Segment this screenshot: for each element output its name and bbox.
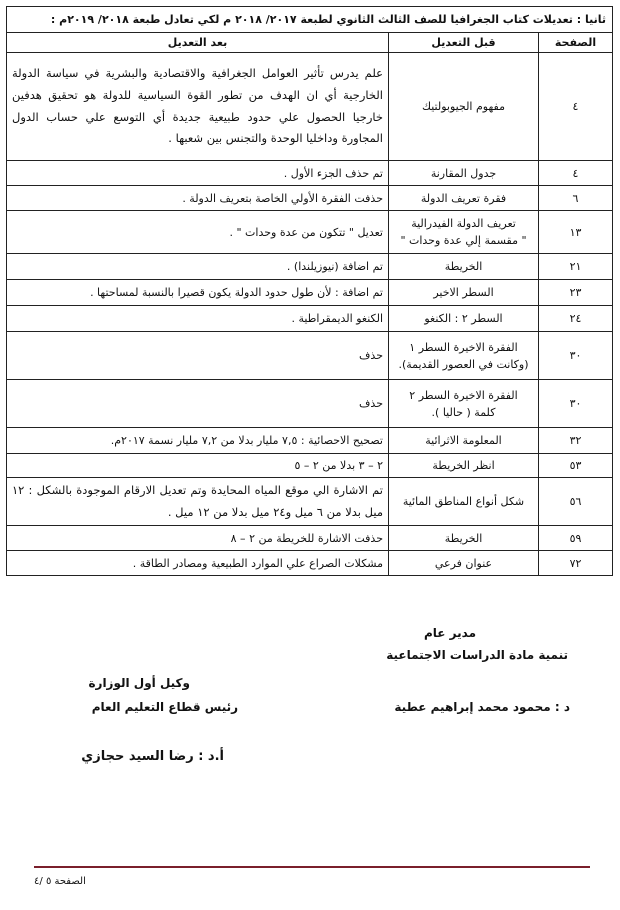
cell-page: ٦: [539, 186, 613, 211]
cell-before: [389, 380, 539, 428]
cell-page: ٣٠: [539, 332, 613, 380]
cell-after-line: علم يدرس تأثير العوامل الجغرافية والاقتصادية والبشرية في سياسة الدولة الخارجية أي ان الهدف من تطور القوة السياسية للدولة هو تحقيق هدفين خارجيا الحصول علي حدود طبيعية جديدة أي التوسع علي حساب الدول المجاورة وداخليا الوحدة والتجنس بين شعبها .: [12, 65, 383, 146]
cell-after: [7, 306, 389, 332]
cell-page: ٤: [539, 161, 613, 186]
table-row: [7, 306, 613, 332]
cell-before-line: الخريطة: [444, 260, 483, 274]
cell-after-line: ٢ – ٣ بدلا من ٢ – ٥: [294, 459, 383, 473]
table-row: [7, 161, 613, 186]
cell-before-line: " مقسمة إلي عدة وحدات ": [400, 234, 527, 248]
table-row: [7, 53, 613, 161]
cell-after-line: تصحيح الاحصائية : ٧,٥ مليار بدلا من ٧,٢ مليار نسمة ٢٠١٧م.: [110, 434, 383, 448]
deputy-title: وكيل أول الوزارة: [88, 676, 190, 690]
header-page: الصفحة: [539, 33, 613, 53]
table-row: [7, 428, 613, 454]
table-row: [7, 280, 613, 306]
cell-before-line: انظر الخريطة: [432, 459, 495, 473]
cell-before: [389, 211, 539, 254]
cell-before-line: شكل أنواع المناطق المائية: [402, 495, 525, 509]
cell-before: [389, 478, 539, 526]
cell-after: [7, 332, 389, 380]
director-role: تنمية مادة الدراسات الاجتماعية: [386, 648, 568, 662]
cell-page: ٢٣: [539, 280, 613, 306]
cell-after-line: حذف: [359, 349, 383, 363]
cell-before: [389, 280, 539, 306]
cell-before: [389, 53, 539, 161]
cell-before-line: الخريطة: [444, 531, 483, 545]
cell-before: [389, 428, 539, 454]
cell-page: ٢٤: [539, 306, 613, 332]
cell-after-line: حذفت الفقرة الأولي الخاصة بتعريف الدولة .: [182, 191, 383, 205]
table-row: [7, 478, 613, 526]
header-before: قبل التعديل: [389, 33, 539, 53]
edits-table: [6, 6, 613, 576]
cell-before: [389, 332, 539, 380]
footer-divider: [34, 866, 590, 868]
cell-after: [7, 53, 389, 161]
cell-before: [389, 454, 539, 478]
deputy-role: رئيس قطاع التعليم العام: [91, 700, 238, 714]
table-row: [7, 454, 613, 478]
cell-after: [7, 280, 389, 306]
cell-after-line: تعديل " تتكون من عدة وحدات " .: [229, 225, 383, 239]
cell-before-line: السطر ٢ : الكنغو: [424, 312, 503, 326]
cell-page: ٥٩: [539, 526, 613, 551]
cell-after-line: تم حذف الجزء الأول .: [283, 166, 383, 180]
cell-after-line: حذفت الاشارة للخريطة من ٢ – ٨: [230, 531, 383, 545]
cell-before-line: الفقرة الاخيرة السطر ٢: [409, 388, 518, 402]
cell-after: [7, 380, 389, 428]
cell-page: ٣٠: [539, 380, 613, 428]
cell-before-line: الفقرة الاخيرة السطر ١: [409, 340, 518, 354]
cell-after: [7, 161, 389, 186]
cell-after-line: مشكلات الصراع علي الموارد الطبيعية ومصادر الطاقة .: [132, 556, 383, 570]
table-row: [7, 186, 613, 211]
cell-after: [7, 428, 389, 454]
table-header-row: [7, 33, 613, 53]
table-row: [7, 332, 613, 380]
cell-before: [389, 526, 539, 551]
cell-page: ١٣: [539, 211, 613, 254]
cell-page: ٢١: [539, 254, 613, 280]
cell-before-line: المعلومة الاثرائية: [425, 434, 502, 448]
cell-before: [389, 551, 539, 576]
document-title: ثانيا : تعديلات كتاب الجغرافيا للصف الثالث الثانوي لطبعة ٢٠١٧/ ٢٠١٨ م لكي تعادل طبعة ٢٠١٨/ ٢٠١٩م :: [7, 7, 613, 33]
cell-after: [7, 254, 389, 280]
cell-before-line: (وكانت في العصور القديمة).: [398, 357, 529, 371]
cell-page: ٥٦: [539, 478, 613, 526]
table-row: [7, 211, 613, 254]
cell-before: [389, 254, 539, 280]
cell-before-line: كلمة ( حاليا ).: [431, 405, 496, 419]
cell-after-line: حذف: [359, 397, 383, 411]
cell-page: ٤: [539, 53, 613, 161]
table-row: [7, 254, 613, 280]
director-title: مدير عام: [423, 626, 476, 640]
cell-after: [7, 454, 389, 478]
cell-before-line: السطر الاخير: [433, 286, 494, 300]
cell-before: [389, 186, 539, 211]
deputy-name: أ.د : رضا السيد حجازي: [81, 749, 224, 764]
page-number: الصفحة ٥ /٤: [34, 876, 86, 887]
cell-after: [7, 211, 389, 254]
cell-before: [389, 161, 539, 186]
header-after: بعد التعديل: [7, 33, 389, 53]
cell-after: [7, 186, 389, 211]
cell-after-line: تم اضافة : لأن طول حدود الدولة يكون قصيرا بالنسبة لمساحتها .: [90, 286, 383, 300]
table-row: [7, 526, 613, 551]
cell-after-line: تم الاشارة الي موقع المياه المحايدة وتم تعديل الارقام الموجودة بالشكل : ١٢ ميل بدلا من ٦ ميل و٢٤ ميل بدلا من ١٢ ميل .: [12, 482, 383, 519]
table-row: [7, 380, 613, 428]
cell-before-line: تعريف الدولة الفيدرالية: [411, 217, 516, 231]
cell-after: [7, 551, 389, 576]
cell-before: [389, 306, 539, 332]
cell-after-line: تم اضافة (نيوزيلندا) .: [286, 260, 383, 274]
cell-after: [7, 526, 389, 551]
cell-before-line: فقرة تعريف الدولة: [420, 191, 507, 205]
cell-after: [7, 478, 389, 526]
cell-page: ٣٢: [539, 428, 613, 454]
table-row: [7, 551, 613, 576]
director-name: د : محمود محمد إبراهيم عطية: [394, 700, 570, 714]
cell-after-line: الكنغو الديمقراطية .: [291, 312, 383, 326]
cell-page: ٥٣: [539, 454, 613, 478]
cell-page: ٧٢: [539, 551, 613, 576]
cell-before-line: جدول المقارنة: [430, 166, 497, 180]
cell-before-line: مفهوم الجيوبولتيك: [421, 100, 506, 114]
cell-before-line: عنوان فرعي: [434, 556, 493, 570]
